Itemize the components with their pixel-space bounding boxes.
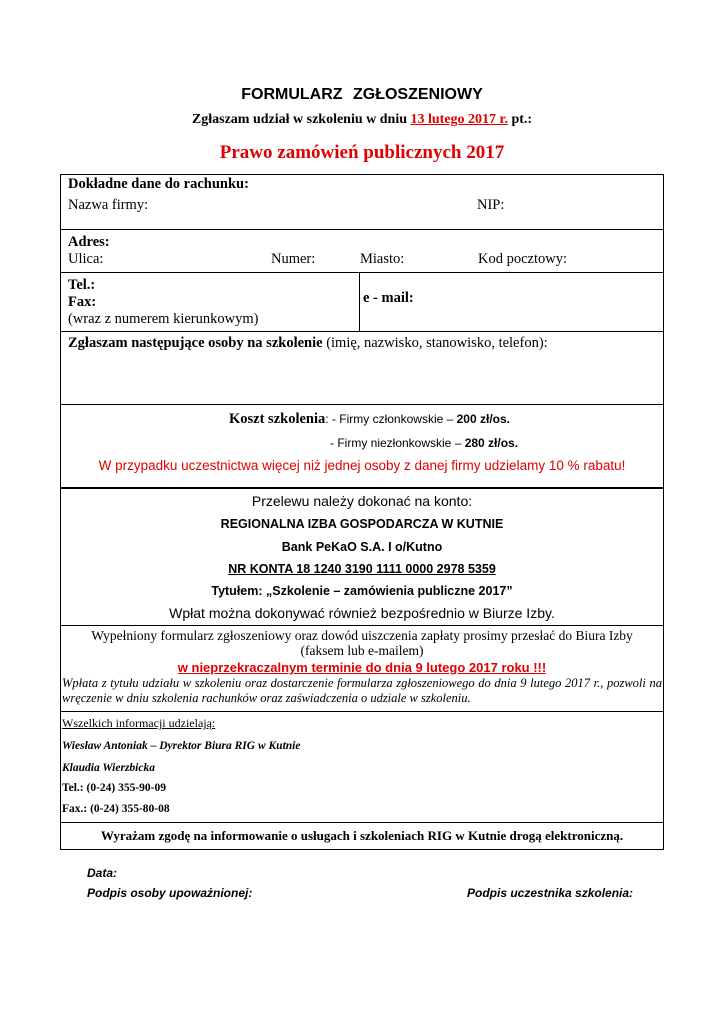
- company-name-label: Nazwa firmy:: [68, 197, 149, 213]
- nonmembers-text: - Firmy niezłonkowskie –: [330, 436, 465, 450]
- contact-person-2: Klaudia Wierzbicka: [62, 762, 155, 774]
- info-tel: Tel.: (0-24) 355-90-09: [62, 782, 167, 794]
- info-fax: Fax.: (0-24) 355-80-08: [62, 803, 170, 815]
- members-price: 200 zł/os.: [456, 412, 510, 426]
- billing-heading: Dokładne dane do rachunku:: [68, 176, 249, 192]
- submission-line2: (faksem lub e-mailem): [300, 643, 424, 658]
- cost-label: Koszt szkolenia: [229, 411, 326, 427]
- cost-members-line: [229, 410, 510, 428]
- participant-signature-label: Podpis uczestnika szkolenia:: [467, 886, 634, 900]
- cost-nonmembers-line: [330, 434, 518, 452]
- city-label: Miasto:: [360, 251, 405, 267]
- form-subtitle: [0, 112, 724, 128]
- fax-note: (wraz z numerem kierunkowym): [68, 311, 259, 327]
- transfer-title-value: „Szkolenie – zamówienia publiczne 2017”: [266, 584, 513, 598]
- authorized-signature-label: Podpis osoby upoważnionej:: [87, 886, 253, 900]
- discount-note: W przypadku uczestnictwa więcej niż jednej osoby z danej firmy udzielamy 10 % rabatu!: [98, 458, 626, 473]
- participants-label-bold: Zgłaszam następujące osoby na szkolenie: [68, 335, 323, 351]
- transfer-title-label: Tytułem:: [211, 584, 266, 598]
- street-label: Ulica:: [68, 251, 104, 267]
- contact-person-1: Wiesław Antoniak – Dyrektor Biura RIG w Kutnie: [62, 740, 301, 752]
- subtitle-suffix: pt.:: [507, 112, 533, 127]
- organization-name: REGIONALNA IZBA GOSPODARCZA W KUTNIE: [220, 517, 504, 531]
- course-name: Prawo zamówień publicznych 2017: [219, 142, 505, 163]
- submission-deadline: w nieprzekraczalnym terminie do dnia 9 lutego 2017 roku !!!: [177, 660, 547, 675]
- tel-label: Tel.:: [68, 277, 96, 293]
- postal-code-label: Kod pocztowy:: [478, 251, 567, 267]
- fax-label: Fax:: [68, 294, 97, 310]
- payment-note: Wpłata z tytułu udziału w szkoleniu oraz dostarczenie formularza zgłoszeniowego do dnia 9 lutego 2017 r., pozwoli na wręczenie w dniu szkolenia rachunków oraz zaświadczenia o udziale w szkoleniu.: [62, 676, 662, 705]
- bank-name: Bank PeKaO S.A. I o/Kutno: [281, 540, 443, 554]
- office-payment-note: Wpłat można dokonywać również bezpośrednio w Biurze Izby.: [169, 605, 555, 621]
- date-label: Data:: [87, 866, 118, 880]
- nonmembers-price: 280 zł/os.: [464, 436, 519, 450]
- training-date: 13 lutego 2017 r.: [410, 112, 508, 127]
- number-label: Numer:: [271, 251, 316, 267]
- email-label: e - mail:: [363, 290, 414, 306]
- transfer-title: [60, 584, 664, 598]
- participants-label-detail: (imię, nazwisko, stanowisko, telefon):: [322, 335, 548, 351]
- participants-label: [68, 335, 548, 352]
- info-heading: Wszelkich informacji udzielają:: [62, 716, 216, 730]
- consent-statement: Wyrażam zgodę na informowanie o usługach i szkoleniach RIG w Kutnie drogą elektroniczną.: [100, 828, 624, 843]
- address-heading: Adres:: [68, 234, 110, 250]
- account-number: NR KONTA 18 1240 3190 1111 0000 2978 5359: [228, 562, 496, 576]
- nip-label: NIP:: [477, 197, 505, 213]
- members-text: : - Firmy członkowskie –: [325, 412, 457, 426]
- payment-intro: Przelewu należy dokonać na konto:: [251, 493, 473, 509]
- form-title: FORMULARZ ZGŁOSZENIOWY: [241, 86, 483, 103]
- subtitle-prefix: Zgłaszam udział w szkoleniu w dniu: [191, 112, 411, 127]
- submission-line1: Wypełniony formularz zgłoszeniowy oraz dowód uiszczenia zapłaty prosimy przesłać do Biura Izby: [91, 628, 633, 643]
